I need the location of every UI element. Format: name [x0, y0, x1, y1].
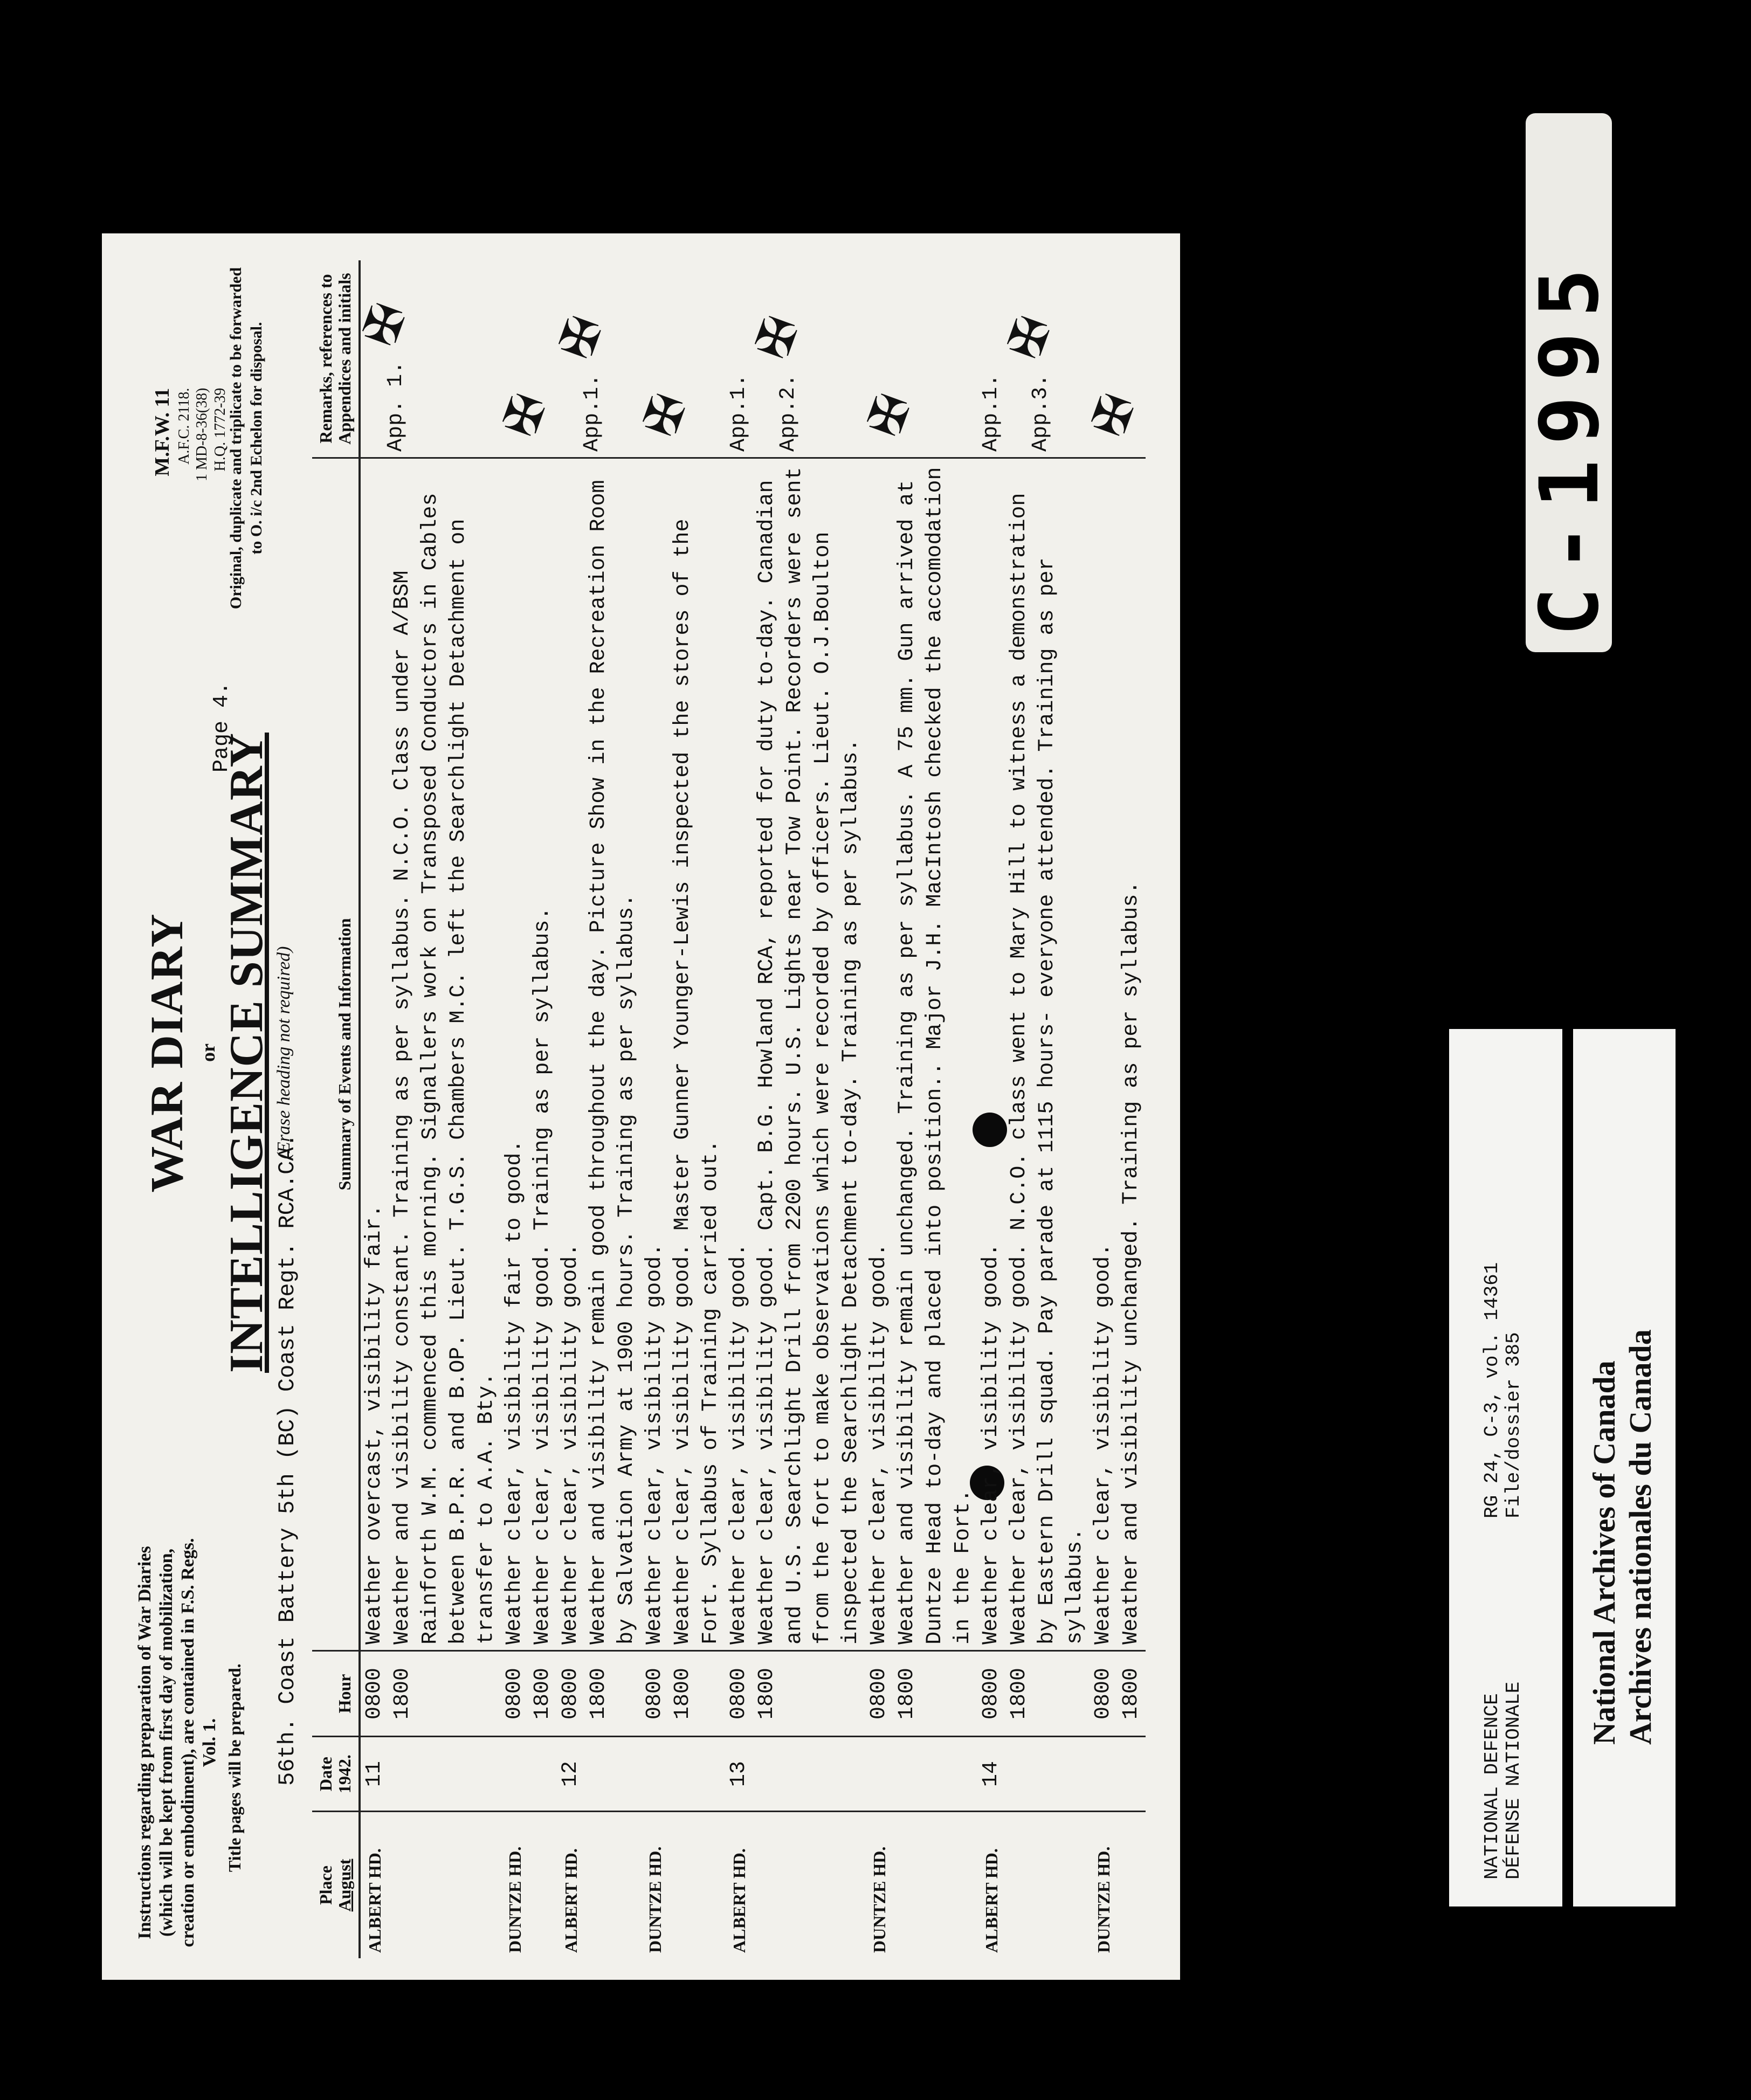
- entry-summary: Weather clear, visibility good. Weather and visibility unchanged. Training as per syllabus.: [1090, 458, 1146, 1650]
- entry-remarks: [351, 260, 501, 458]
- entry-summary: Weather clear, visibility good. Weather clear, visibility good. Master Gunner Younger-Lewis inspected the stores of the Fort. Syllabus of Training carried out.: [641, 458, 725, 1650]
- officer-initials-mark: ✠: [631, 386, 699, 444]
- form-line: 1 MD-8-36(38): [194, 388, 211, 481]
- entry-date: [501, 1737, 557, 1812]
- forwarding-note: Original, duplicate and triplicate to be forwarded to O. i/c 2nd Echelon for disposal.: [227, 267, 265, 610]
- entry-place: ALBERT HD.: [561, 1848, 581, 1953]
- reel-number: C-1995: [1523, 253, 1617, 636]
- form-reference: [150, 388, 229, 481]
- entry-date: [865, 1737, 977, 1812]
- war-diary-title: WAR DIARY: [141, 913, 192, 1193]
- entry-date: [1090, 1737, 1146, 1812]
- form-code: M.F.W. 11: [151, 388, 174, 476]
- entry-remarks: [547, 260, 641, 458]
- entry-hour: 0800: [1091, 1668, 1116, 1720]
- entry-remarks: [631, 260, 725, 458]
- diary-entry-row: [725, 260, 865, 1958]
- appendix-reference: App.1. App.2.: [727, 374, 801, 452]
- entry-hour: 0800: [727, 1668, 752, 1720]
- entry-date: 14: [977, 1737, 1090, 1812]
- entry-summary: Weather overcast, visibility fair. Weather and visibility constant. Training as per syllabus. N.C.O. Class under A/BSM Rainforth W.M. commenced this morning. Signallers work on Transposed Conductors in Cables between B.P.R. and B.OP. Lieut. T.G.S. Chambers M.C. left the Searchlight Detachment on transfer to A.A. Bty.: [360, 458, 501, 1650]
- entry-remarks: [725, 260, 865, 458]
- title-block: [140, 729, 294, 1376]
- title-pages-note: Title pages will be prepared.: [225, 1663, 244, 1872]
- entry-hours: [725, 1650, 865, 1736]
- entry-summary: Weather clear, visibility good. Weather and visibility remain unchanged. Training as per syllabus. A 75 mm. Gun arrived at Duntze Head to-day and placed into position.. Major J.H. MacIntosh checked the accomodation in the Fort.: [865, 458, 977, 1650]
- diary-entry-row: [977, 260, 1090, 1958]
- date-header-label: Date: [316, 1757, 335, 1792]
- entry-place: ALBERT HD.: [982, 1848, 1002, 1953]
- appendix-reference: App.1.: [580, 374, 605, 452]
- instructions-note: Instructions regarding preparation of War Diaries (which will be kept from first day of mobilization, creation or embodiment), are contained in F.S. Regs. Vol. 1.: [135, 1538, 220, 1947]
- label-reference-panel: [1449, 1029, 1573, 1906]
- diary-entry-row: [641, 260, 725, 1958]
- entry-summary: Weather clear, visibility good. Weather clear, visibility good. Capt. B.G. Howland RCA, reported for duty to-day. Canadian and U.S. Searchlight Drill from 2200 hours. U.S. Lights near Tow Point. Recorders were sent from the fort to make observations which were recorded by officers. Lieut. O.J.Boulton inspected the Searchlight Detachment to-day. Training as per syllabus.: [725, 458, 865, 1650]
- diary-entries: [351, 260, 1148, 1958]
- entry-hours: [501, 1650, 557, 1736]
- year-label: 1942.: [335, 1754, 355, 1794]
- diary-entry-row: [865, 260, 977, 1958]
- entry-hour: 0800: [867, 1668, 892, 1720]
- label-archives-panel: [1573, 1029, 1676, 1906]
- department-en: NATIONAL DEFENCE: [1481, 1693, 1503, 1880]
- officer-initials-mark: ✠: [547, 308, 615, 367]
- officer-initials-mark: ✠: [743, 308, 811, 367]
- form-line: A.F.C. 2118.: [175, 388, 192, 465]
- entry-summary: Weather clear, visibility good. Weather clear, visibility good. N.C.O. class went to Mary Hill to witness a demonstration by Eastern Drill squad. Pay parade at 1115 hours- everyone attended. Training as per syllabus.: [977, 458, 1090, 1650]
- diary-entry-row: [1090, 260, 1146, 1958]
- officer-initials-mark: ✠: [996, 308, 1064, 367]
- entry-remarks: [1080, 260, 1148, 458]
- entry-date: 13: [725, 1737, 865, 1812]
- entry-hours: [360, 1650, 501, 1736]
- entry-date: 11: [360, 1737, 501, 1812]
- entry-summary: Weather clear, visibility fair to good. Weather clear, visibility good. Training as per syllabus.: [501, 458, 557, 1650]
- or-word: or: [197, 1044, 219, 1062]
- entry-hour: 1800: [755, 1668, 780, 1720]
- page-number: Page 4.: [210, 681, 234, 772]
- entry-place: ALBERT HD.: [365, 1848, 385, 1953]
- entry-place: DUNTZE HD.: [870, 1846, 890, 1953]
- entry-hours: [557, 1650, 641, 1736]
- col-header-date: [312, 1737, 360, 1812]
- col-header-place: [312, 1811, 360, 1958]
- col-header-summary: Summary of Events and Information: [312, 458, 360, 1650]
- entry-date: 12: [557, 1737, 641, 1812]
- erase-heading-note: (Erase heading not required): [274, 946, 294, 1159]
- col-header-hour: Hour: [312, 1650, 360, 1736]
- officer-initials-mark: ✠: [1080, 386, 1148, 444]
- war-diary-sheet: [102, 233, 1180, 1980]
- record-reference: [1481, 1262, 1524, 1518]
- officer-initials-mark: ✠: [856, 386, 923, 444]
- entry-remarks: [856, 260, 977, 458]
- entry-summary: Weather clear, visibility good. Weather and visibility remain good throughout the day. Picture Show in the Recreation Room by Salvation Army at 1900 hours. Training as per syllabus.: [557, 458, 641, 1650]
- entry-hour: 0800: [502, 1668, 527, 1720]
- entry-remarks: [491, 260, 559, 458]
- entry-hours: [641, 1650, 725, 1736]
- officer-initials-mark: ✠: [351, 295, 419, 354]
- table-header-row: [312, 260, 360, 1958]
- appendix-reference: App. 1.: [384, 361, 409, 452]
- diary-entry-row: [501, 260, 557, 1958]
- entry-place: DUNTZE HD.: [645, 1846, 665, 1953]
- entry-hour: 1800: [895, 1668, 920, 1720]
- file-line: File/dossier 385: [1502, 1332, 1525, 1518]
- appendix-reference: App.1. App.3.: [979, 374, 1053, 452]
- entry-place: DUNTZE HD.: [505, 1846, 525, 1953]
- diary-entry-row: [360, 260, 501, 1958]
- place-header-label: Place: [316, 1866, 335, 1905]
- unit-name: 56th. Coast Battery 5th (BC) Coast Regt. RCA.CA.: [274, 1134, 300, 1786]
- entry-hour: 1800: [1007, 1668, 1032, 1720]
- entry-date: [641, 1737, 725, 1812]
- entry-hour: 1800: [390, 1668, 415, 1720]
- officer-initials-mark: ✠: [491, 386, 559, 444]
- entry-hour: 1800: [671, 1668, 695, 1720]
- entry-hour: 0800: [362, 1668, 387, 1720]
- entry-hours: [865, 1650, 977, 1736]
- diary-entry-row: [557, 260, 641, 1958]
- entry-hours: [1090, 1650, 1146, 1736]
- diary-table: [312, 260, 1146, 1958]
- reel-number-strip: [1523, 113, 1617, 652]
- entry-hour: 0800: [643, 1668, 667, 1720]
- form-line: H.Q. 1772-39: [211, 388, 229, 472]
- archive-label: [1449, 1029, 1676, 1906]
- entry-remarks: [977, 260, 1090, 458]
- intelligence-summary-title: INTELLIGENCE SUMMARY: [220, 733, 273, 1373]
- entry-place: ALBERT HD.: [729, 1848, 749, 1953]
- entry-place: DUNTZE HD.: [1094, 1846, 1114, 1953]
- entry-hour: 0800: [559, 1668, 583, 1720]
- archives-name-fr: Archives nationales du Canada: [1622, 1329, 1658, 1745]
- archives-name-en: National Archives of Canada: [1587, 1360, 1622, 1745]
- department-fr: DÉFENSE NATIONALE: [1502, 1681, 1525, 1880]
- entry-hour: 1800: [530, 1668, 555, 1720]
- entry-hour: 0800: [979, 1668, 1004, 1720]
- entry-hours: [977, 1650, 1090, 1736]
- archives-name: [1587, 1329, 1658, 1745]
- record-group-line: RG 24, C-3, vol. 14361: [1481, 1262, 1503, 1518]
- entry-hour: 1800: [587, 1668, 611, 1720]
- entry-hour: 1800: [1119, 1668, 1144, 1720]
- month-label: August: [335, 1859, 355, 1912]
- department-name: [1481, 1682, 1524, 1880]
- col-header-remarks: Remarks, references to Appendices and initials: [312, 260, 360, 458]
